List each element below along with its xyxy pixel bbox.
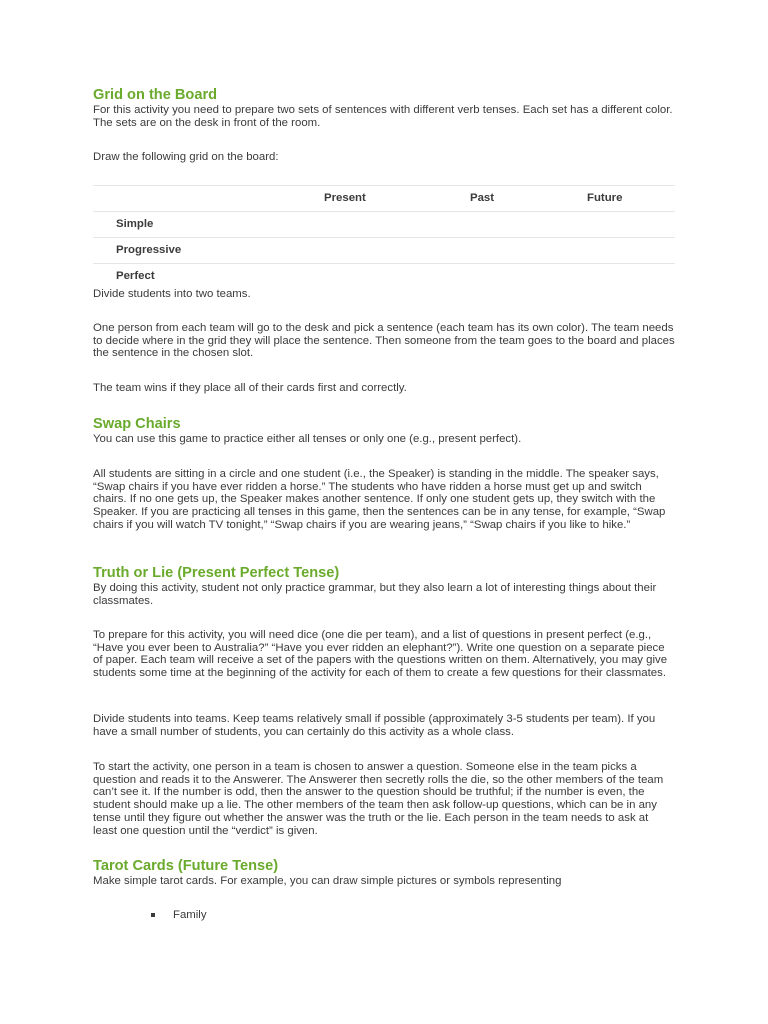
tense-grid-col-present: Present bbox=[301, 186, 470, 212]
list-item-label: Family bbox=[173, 909, 207, 921]
tarot-paragraph-1: Make simple tarot cards. For example, you can draw simple pictures or symbols representing bbox=[93, 875, 562, 887]
truth-paragraph-2: To prepare for this activity, you will need dice (one die per team), and a list of questions in present perfect (e.g., “Have you ever been to Australia?” “Have you ever ridden an elephant?”). Write one question on a separate piece of paper. Each team will receive a set of the papers with the questions written on them. Alternatively, you may give students some time at the beginning of the activity for each of them to create a few questions for their classmates. bbox=[93, 629, 668, 680]
heading-grid-on-the-board: Grid on the Board bbox=[93, 87, 218, 103]
grid-cell bbox=[470, 212, 587, 238]
tense-grid-table bbox=[93, 185, 675, 289]
heading-tarot-cards: Tarot Cards (Future Tense) bbox=[93, 858, 279, 874]
grid-cell bbox=[587, 238, 675, 264]
tarot-bullet-list bbox=[93, 909, 207, 922]
grid-intro-paragraph: For this activity you need to prepare two sets of sentences with different verb tenses. Each set has a different color. The sets are on the desk in front of the room. bbox=[93, 104, 673, 129]
tense-grid-col-future: Future bbox=[587, 186, 675, 212]
tense-grid-col-past: Past bbox=[470, 186, 587, 212]
grid-wins-paragraph: The team wins if they place all of their cards first and correctly. bbox=[93, 382, 407, 394]
grid-one-person-paragraph: One person from each team will go to the desk and pick a sentence (each team has its own color). The team needs to decide where in the grid they will place the sentence. Then someone from the team goes to the board and places the sentence in the chosen slot. bbox=[93, 322, 675, 360]
table-row bbox=[93, 238, 675, 264]
heading-truth-or-lie: Truth or Lie (Present Perfect Tense) bbox=[93, 565, 340, 581]
swap-paragraph-1: You can use this game to practice either all tenses or only one (e.g., present perfect). bbox=[93, 433, 522, 445]
tense-grid-row-perfect: Perfect bbox=[93, 264, 301, 290]
bullet-square-icon bbox=[151, 913, 155, 917]
swap-paragraph-2: All students are sitting in a circle and one student (i.e., the Speaker) is standing in the middle. The speaker says, “Swap chairs if you have ever ridden a horse.” The students who have ridden a horse must get up and switch chairs. If no one gets up, the Speaker makes another sentence. If only one student gets up, they switch with the Speaker. If you are practicing all tenses in this game, then the sentences can be in any tense, for example, “Swap chairs if you will watch TV tonight,” “Swap chairs if you are wearing jeans,” “Swap chairs if you like to hike.” bbox=[93, 468, 666, 531]
grid-cell bbox=[301, 212, 470, 238]
heading-swap-chairs: Swap Chairs bbox=[93, 416, 181, 432]
grid-cell bbox=[470, 238, 587, 264]
grid-draw-instruction: Draw the following grid on the board: bbox=[93, 151, 279, 163]
grid-cell bbox=[587, 212, 675, 238]
truth-paragraph-1: By doing this activity, student not only practice grammar, but they also learn a lot of interesting things about their classmates. bbox=[93, 582, 657, 607]
grid-divide-paragraph: Divide students into two teams. bbox=[93, 288, 251, 300]
tense-grid-header-row bbox=[93, 186, 675, 212]
grid-cell bbox=[470, 264, 587, 290]
table-row bbox=[93, 264, 675, 290]
truth-paragraph-4: To start the activity, one person in a team is chosen to answer a question. Someone else in the team picks a question and reads it to the Answerer. The Answerer then secretly rolls the die, so the other members of the team can’t see it. If the number is odd, then the answer to the question should be truthful; if the number is even, the student should make up a lie. The other members of the team then ask follow-up questions, which can be in any tense until they figure out whether the answer was the truth or the lie. Each person in the team needs to ask at least one question until the “verdict” is given. bbox=[93, 761, 664, 837]
grid-cell bbox=[301, 238, 470, 264]
grid-cell bbox=[587, 264, 675, 290]
tense-grid-row-progressive: Progressive bbox=[93, 238, 301, 264]
grid-cell bbox=[301, 264, 470, 290]
list-item bbox=[93, 909, 207, 922]
tense-grid-corner-cell bbox=[93, 186, 301, 212]
tense-grid-row-simple: Simple bbox=[93, 212, 301, 238]
table-row bbox=[93, 212, 675, 238]
truth-paragraph-3: Divide students into teams. Keep teams relatively small if possible (approximately 3-5 students per team). If you have a small number of students, you can certainly do this activity as a whole class. bbox=[93, 713, 656, 738]
